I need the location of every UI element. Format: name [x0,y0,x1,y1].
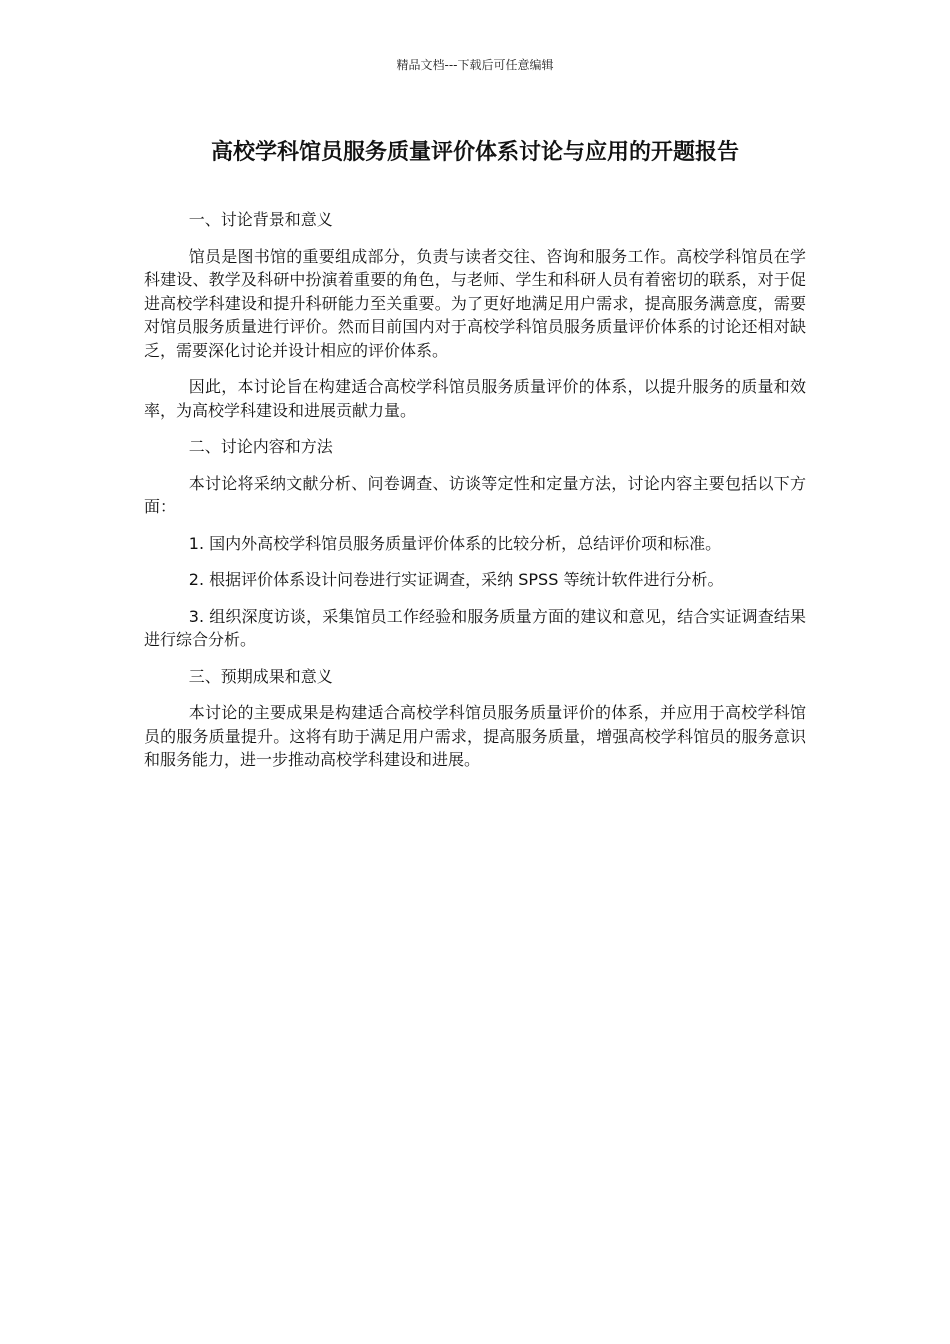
paragraph-expected-results: 本讨论的主要成果是构建适合高校学科馆员服务质量评价的体系，并应用于高校学科馆员的服务质量提升。这将有助于满足用户需求，提高服务质量，增强高校学科馆员的服务意识和服务能力，进一步推动高校学科建设和进展。 [144,703,806,769]
paragraph-background-2: 因此，本讨论旨在构建适合高校学科馆员服务质量评价的体系，以提升服务的质量和效率，为高校学科建设和进展贡献力量。 [144,377,806,420]
document-title: 高校学科馆员服务质量评价体系讨论与应用的开题报告 [210,140,739,165]
list-item-content-1: 1. 国内外高校学科馆员服务质量评价体系的比较分析，总结评价项和标准。 [188,533,722,553]
section-heading-background: 一、讨论背景和意义 [188,210,333,229]
section-heading-expected-results: 三、预期成果和意义 [188,666,333,686]
document-body [144,208,806,785]
section-heading-content-methods: 二、讨论内容和方法 [188,437,333,456]
list-item-content-2: 2. 根据评价体系设计问卷进行实证调查，采纳 SPSS 等统计软件进行分析。 [188,570,724,589]
page-header-note: 精品文档---下载后可任意编辑 [396,58,554,72]
paragraph-content-intro: 本讨论将采纳文献分析、问卷调查、访谈等定性和定量方法，讨论内容主要包括以下方面： [144,473,806,516]
list-item-content-3: 3. 组织深度访谈，采集馆员工作经验和服务质量方面的建议和意见，结合实证调查结果进行综合分析。 [144,606,806,649]
paragraph-background-1: 馆员是图书馆的重要组成部分，负责与读者交往、咨询和服务工作。高校学科馆员在学科建设、教学及科研中扮演着重要的角色，与老师、学生和科研人员有着密切的联系，对于促进高校学科建设和提升科研能力至关重要。为了更好地满足用户需求，提高服务满意度，需要对馆员服务质量进行评价。然而目前国内对于高校学科馆员服务质量评价体系的讨论还相对缺乏，需要深化讨论并设计相应的评价体系。 [144,246,806,360]
